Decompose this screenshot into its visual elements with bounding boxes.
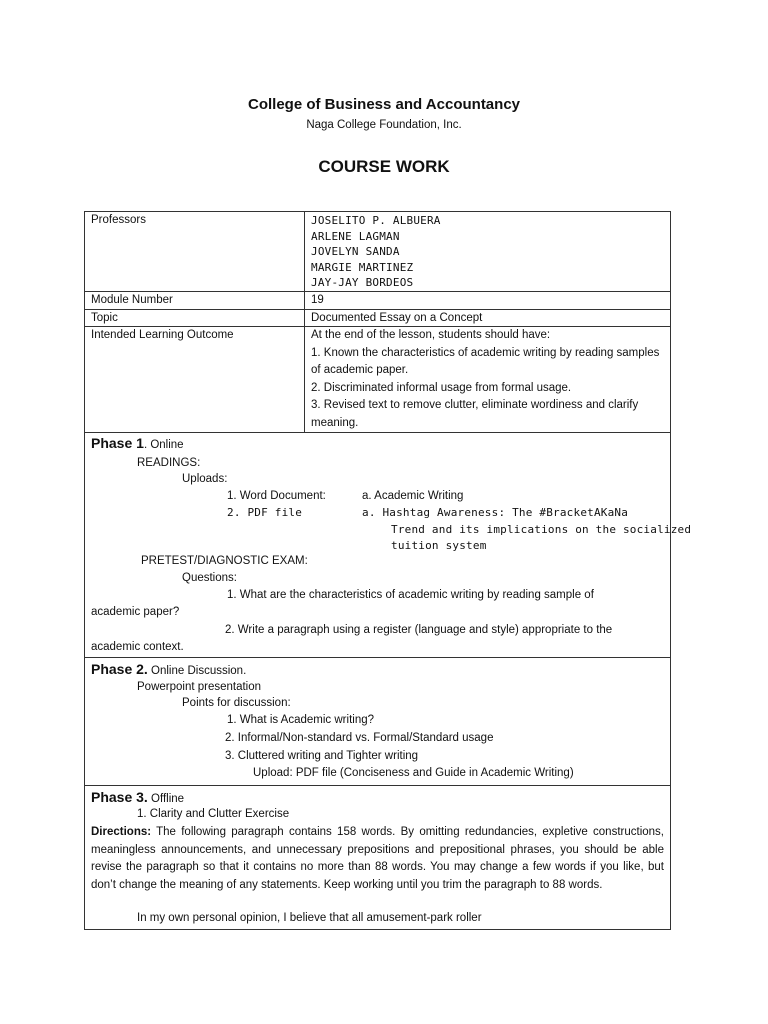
pretest-label: PRETEST/DIAGNOSTIC EXAM: [141, 555, 308, 567]
ilo-content [305, 327, 671, 433]
phase3-section [84, 786, 671, 930]
question1-line1: 1. What are the characteristics of academic writing by reading sample of [227, 589, 594, 601]
exercise-label: 1. Clarity and Clutter Exercise [137, 808, 290, 820]
phase2-title: Phase 2. [91, 661, 148, 677]
question1-line2: academic paper? [91, 606, 180, 618]
upload2-title-line1: a. Hashtag Awareness: The #BracketAKaNa [362, 506, 629, 519]
module-label: Module Number [85, 292, 305, 310]
question2-line1: 2. Write a paragraph using a register (language and style) appropriate to the [225, 624, 613, 636]
directions-label: Directions: [91, 826, 152, 838]
ilo-label: Intended Learning Outcome [85, 327, 305, 433]
phase3-title: Phase 3. [91, 789, 148, 805]
professor-name: JAY-JAY BORDEOS [311, 276, 414, 289]
passage-start: In my own personal opinion, I believe that all amusement-park roller [137, 912, 482, 924]
point-item: 1. What is Academic writing? [227, 714, 375, 726]
points-label: Points for discussion: [182, 697, 291, 709]
directions-paragraph [91, 824, 664, 894]
professor-name: JOSELITO P. ALBUERA [311, 214, 441, 227]
point-item: 3. Cluttered writing and Tighter writing [225, 750, 419, 762]
professor-name: ARLENE LAGMAN [311, 229, 400, 243]
professor-name: JOVELYN SANDA [311, 245, 400, 258]
phase1-section [84, 432, 692, 658]
ilo-row [85, 327, 671, 433]
upload1-type: 1. Word Document: [227, 490, 326, 502]
course-info-table [84, 211, 671, 433]
questions-label: Questions: [182, 572, 237, 584]
professor-name: MARGIE MARTINEZ [311, 260, 414, 274]
foundation-name: Naga College Foundation, Inc. [306, 119, 462, 131]
topic-row [85, 309, 671, 327]
uploads-label: Uploads: [182, 473, 228, 485]
phase2-upload: Upload: PDF file (Conciseness and Guide in Academic Writing) [253, 767, 574, 779]
ilo-item: 1. Known the characteristics of academic writing by reading samples of academic paper. [311, 346, 660, 376]
point-item: 2. Informal/Non-standard vs. Formal/Standard usage [225, 732, 494, 744]
phase1-heading [91, 435, 184, 451]
college-name: College of Business and Accountancy [248, 96, 520, 113]
upload2-type: 2. PDF file [227, 506, 303, 519]
phase1-subtitle: . Online [143, 439, 184, 451]
directions-text: The following paragraph contains 158 words. By omitting redundancies, expletive constructions, meaningless announcements, and unnecessary prepositions and prepositional phrases, you should be able revise the paragraph so that it contains no more than 88 words. You may change a few words if you like, but don’t change the meaning of any statements. Keep working until you trim the paragraph to 88 words. [91, 826, 664, 891]
professors-list [305, 212, 671, 292]
module-row [85, 292, 671, 310]
ppt-label: Powerpoint presentation [137, 681, 262, 693]
upload2-title-line2: Trend and its implications on the socialized [391, 523, 692, 536]
module-value: 19 [305, 292, 671, 310]
phase3-subtitle: Offline [151, 793, 185, 805]
ilo-item: 2. Discriminated informal usage from formal usage. [311, 381, 572, 394]
professors-label: Professors [85, 212, 305, 292]
topic-value: Documented Essay on a Concept [305, 309, 671, 327]
readings-label: READINGS: [137, 457, 201, 469]
phase3-heading [91, 789, 184, 805]
ilo-item: 3. Revised text to remove clutter, eliminate wordiness and clarify meaning. [311, 399, 639, 429]
phase2-subtitle: Online Discussion. [151, 665, 247, 677]
phase2-section [84, 658, 671, 786]
upload2-title-line3: tuition system [391, 539, 487, 552]
phase1-title: Phase 1 [91, 435, 144, 451]
upload1-title: a. Academic Writing [362, 490, 464, 502]
page-title: COURSE WORK [318, 157, 450, 176]
topic-label: Topic [85, 309, 305, 327]
phase2-heading [91, 661, 246, 677]
ilo-intro: At the end of the lesson, students should have: [311, 329, 551, 341]
professors-row [85, 212, 671, 292]
question2-line2: academic context. [91, 641, 184, 653]
